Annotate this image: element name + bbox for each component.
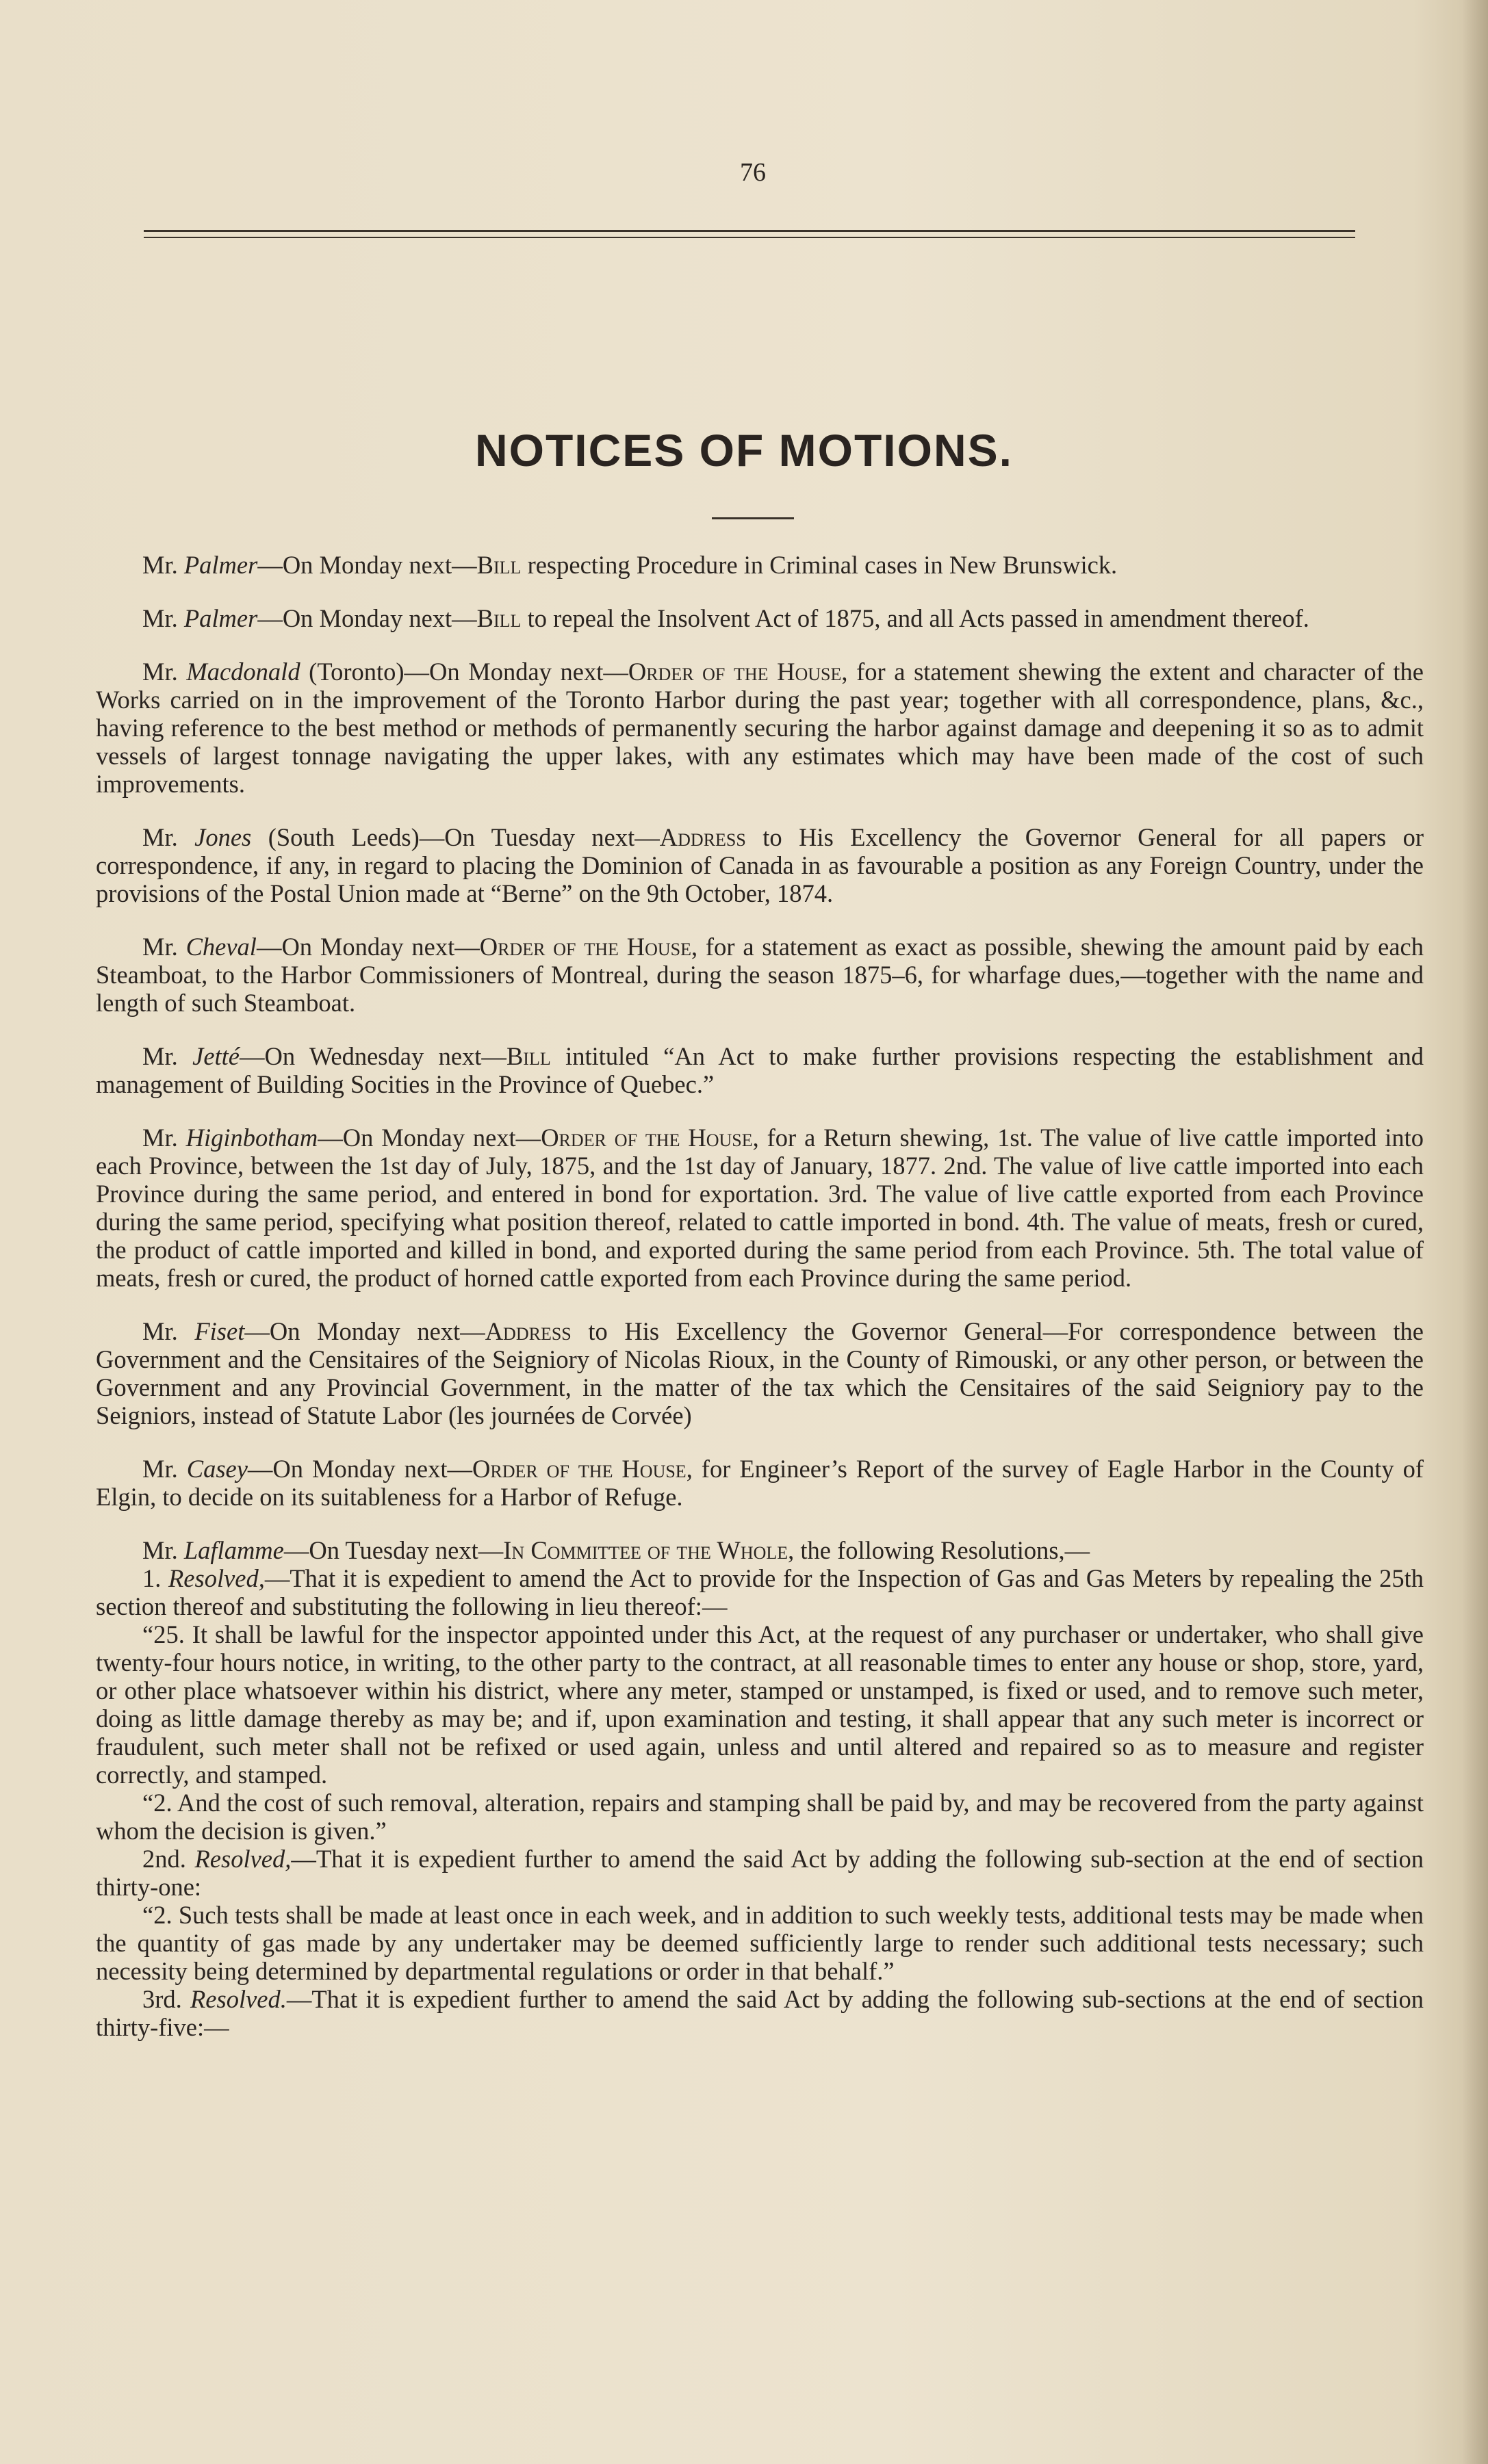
motion-kind: Bill <box>476 551 522 579</box>
motion-kind: Bill <box>506 1042 551 1070</box>
member-name: Jones <box>194 823 252 851</box>
motion-mr: Mr. <box>142 933 186 961</box>
motion-timing: —On Tuesday next— <box>283 1536 504 1564</box>
title-rule <box>712 517 794 519</box>
resolution-word: Resolved, <box>168 1564 265 1592</box>
page-number: 76 <box>740 158 766 187</box>
motion-mr: Mr. <box>142 823 195 851</box>
resolution-text: “2. Such tests shall be made at least once in each week, and in addition to such weekly tests, additional tests may be made when the quantity of gas made by any undertaker may be deemed sufficiently large to render such additional tests necessary; such necessity being determined by departmental regulations or order in that behalf.” <box>96 1901 1424 1985</box>
motion-1 <box>96 551 1424 579</box>
motion-mr: Mr. <box>142 658 187 686</box>
notices-list <box>96 551 1424 2041</box>
resolution-line <box>96 1985 1424 2041</box>
page-title: NOTICES OF MOTIONS. <box>474 425 1013 476</box>
motion-mr: Mr. <box>142 1042 193 1070</box>
motion-text: to His Excellency the Governor General for all papers or correspondence, if any, in regard to placing the Dominion of Canada in as favourable a position as any Foreign Country, under the provisions of the Postal Union made at “Berne” on the 9th October, 1874. <box>96 823 1424 907</box>
resolution-word: Resolved. <box>190 1985 287 2013</box>
resolution-lead: 2nd. <box>142 1845 195 1873</box>
motion-8 <box>96 1317 1424 1429</box>
motion-kind: In Committee of the Whole <box>503 1536 788 1564</box>
resolution-text: —That it is expedient further to amend the said Act by adding the following sub-sections at the end of section thirty-five:— <box>96 1985 1424 2041</box>
member-name: Casey <box>186 1455 248 1483</box>
motion-timing: —On Monday next— <box>318 1124 541 1152</box>
motion-4 <box>96 823 1424 907</box>
member-name: Fiset <box>194 1317 245 1345</box>
motion-6 <box>96 1042 1424 1098</box>
motion-mr: Mr. <box>142 1536 184 1564</box>
motion-text: , for a Return shewing, 1st. The value of live cattle imported into each Province, between the 1st day of July, 1875, and the 1st day of January, 1877. 2nd. The value of live cattle imported into each Province during the same period, and entered in bond for exportation. 3rd. The value of live cattle exported from each Province during the same period, specifying what position thereof, related to cattle imported in bond. 4th. The value of meats, fresh or cured, the product of cattle imported and killed in bond, and exported during the same period from each Province. 5th. The total value of meats, fresh or cured, the product of horned cattle exported from each Province during the same period. <box>96 1124 1424 1292</box>
motion-kind: Order of the House <box>628 658 842 686</box>
resolution-line <box>96 1845 1424 1901</box>
motion-text: , the following Resolutions,— <box>788 1536 1090 1564</box>
motion-kind: Address <box>485 1317 572 1345</box>
member-name: Jetté <box>192 1042 240 1070</box>
motion-mr: Mr. <box>142 1317 195 1345</box>
motion-timing: —On Monday next— <box>257 551 477 579</box>
motion-kind: Bill <box>476 604 522 632</box>
resolution-text: “25. It shall be lawful for the inspector appointed under this Act, at the request of any purchaser or undertaker, who shall give twenty-four hours notice, in writing, to the other party to the contract, at all reasonable times to enter any house or shop, store, yard, or other place whatsoever within his district, where any meter, stamped or unstamped, is fixed or used, and to remove such meter, doing as little damage thereby as may be; and if, upon examination and testing, it shall appear that any such meter is incorrect or fraudulent, such meter shall not be refixed or used again, unless and until altered and repaired so as to measure and register correctly, and stamped. <box>96 1620 1424 1789</box>
member-name: Laflamme <box>183 1536 284 1564</box>
member-name: Higinbotham <box>185 1124 318 1152</box>
resolution-text: —That it is expedient further to amend the said Act by adding the following sub-section at the end of section thirty-one: <box>96 1845 1424 1901</box>
motion-mr: Mr. <box>142 1124 186 1152</box>
motion-timing: —On Monday next— <box>247 1455 472 1483</box>
resolution-text: —That it is expedient to amend the Act to provide for the Inspection of Gas and Gas Meters by repealing the 25th section thereof and substituting the following in lieu thereof:— <box>96 1564 1424 1620</box>
motion-text: , for a statement shewing the extent and character of the Works carried on in the improvement of the Toronto Harbor during the past year; together with all correspondence, plans, &c., having reference to the best method or methods of permanently securing the harbor against damage and deepening it so as to admit vessels of largest tonnage navigating the upper lakes, with any estimates which may have been made of the cost of such improvements. <box>96 658 1424 798</box>
motion-text: intituled “An Act to make further provisions respecting the establishment and management of Building Socities in the Province of Quebec.” <box>96 1042 1424 1098</box>
motion-timing: —On Wednesday next— <box>240 1042 506 1070</box>
member-name: Macdonald <box>186 658 300 686</box>
resolution-word: Resolved, <box>194 1845 292 1873</box>
motion-7 <box>96 1124 1424 1292</box>
member-name: Palmer <box>183 604 258 632</box>
resolution-line <box>96 1620 1424 1789</box>
motion-text: to His Excellency the Governor General—For correspondence between the Government and the Censitaires of the Seigniory of Nicolas Rioux, in the County of Rimouski, or any other person, or between the Government and any Provincial Government, in the matter of the tax which the Censitaires of the said Seigniory pay to the Seigniors, instead of Statute Labor (les journées de Corvée) <box>96 1317 1424 1429</box>
resolution-lead: 1. <box>142 1564 169 1592</box>
motion-timing: —On Monday next— <box>256 933 480 961</box>
motion-mr: Mr. <box>142 604 184 632</box>
page-edge-shadow <box>1462 0 1488 2464</box>
motion-timing: (Toronto)—On Monday next— <box>300 658 628 686</box>
resolution-lead: 3rd. <box>142 1985 190 2013</box>
member-name: Cheval <box>185 933 257 961</box>
motion-kind: Order of the House <box>479 933 691 961</box>
motion-text: , for Engineer’s Report of the survey of Eagle Harbor in the County of Elgin, to decide on its suitableness for a Harbor of Refuge. <box>96 1455 1424 1511</box>
motion-timing: (South Leeds)—On Tuesday next— <box>251 823 660 851</box>
motion-text: respecting Procedure in Criminal cases in New Brunswick. <box>521 551 1118 579</box>
motion-text: to repeal the Insolvent Act of 1875, and all Acts passed in amendment thereof. <box>521 604 1309 632</box>
motion-kind: Order of the House <box>541 1124 753 1152</box>
header-rule-thin <box>144 237 1355 238</box>
motion-timing: —On Monday next— <box>244 1317 485 1345</box>
motion-2 <box>96 604 1424 632</box>
resolution-line <box>96 1789 1424 1845</box>
resolution-text: “2. And the cost of such removal, alteration, repairs and stamping shall be paid by, and may be recovered from the party against whom the decision is given.” <box>96 1789 1424 1845</box>
motion-text: , for a statement as exact as possible, shewing the amount paid by each Steamboat, to the Harbor Commissioners of Montreal, during the season 1875–6, for wharfage dues,—together with the name and length of such Steamboat. <box>96 933 1424 1017</box>
motion-10 <box>96 1536 1424 1564</box>
motion-kind: Order of the House <box>472 1455 687 1483</box>
resolution-line <box>96 1901 1424 1985</box>
motion-kind: Address <box>659 823 746 851</box>
member-name: Palmer <box>183 551 258 579</box>
motion-5 <box>96 933 1424 1017</box>
motion-mr: Mr. <box>142 1455 187 1483</box>
header-rule <box>144 230 1355 232</box>
motion-9 <box>96 1455 1424 1511</box>
motion-timing: —On Monday next— <box>257 604 477 632</box>
resolution-line <box>96 1564 1424 1620</box>
motion-mr: Mr. <box>142 551 184 579</box>
motion-3 <box>96 658 1424 798</box>
